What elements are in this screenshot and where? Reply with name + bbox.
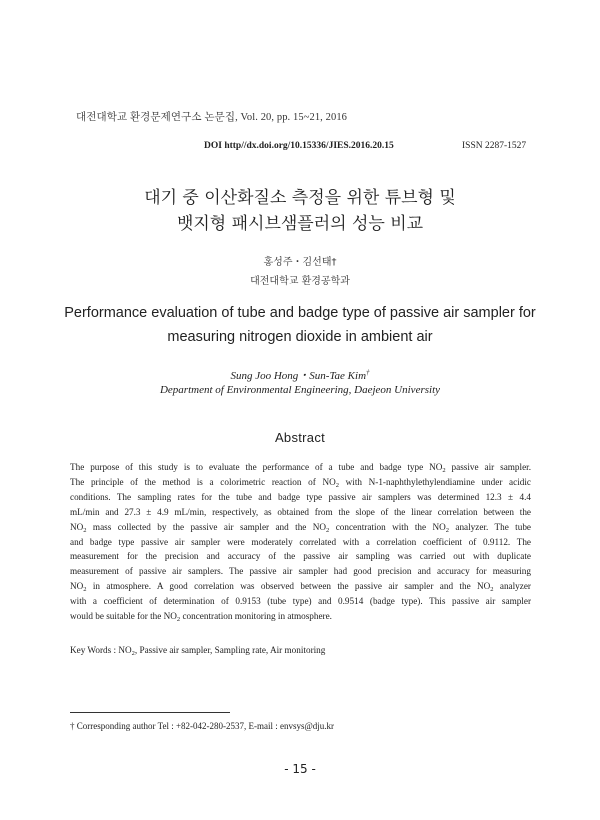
- journal-citation: 대전대학교 환경문제연구소 논문집, Vol. 20, pp. 15~21, 2016: [76, 112, 348, 123]
- subscript: 2: [442, 467, 446, 474]
- footnote-mark: †: [70, 721, 75, 731]
- keywords-label: Key Words : NO: [70, 645, 132, 655]
- corresponding-author-mark: †: [366, 368, 370, 377]
- corresponding-author-mark: †: [331, 257, 337, 268]
- subscript: 2: [176, 616, 181, 624]
- english-affiliation: Department of Environmental Engineering, Daejeon University: [159, 384, 441, 396]
- abstract-text: and badge type passive air sampler were moderately correlated with a correlation coefficient of 0.9112. The: [70, 536, 531, 547]
- abstract-text: measurement for the precision and accuracy of the passive air sampling was carried out with duplicate: [70, 551, 531, 562]
- english-title-line-1: Performance evaluation of tube and badge type of passive air sampler for: [64, 305, 536, 321]
- abstract-line: [70, 475, 531, 490]
- keywords-subscript: 2: [131, 650, 135, 657]
- issn: ISSN 2287-1527: [462, 141, 527, 151]
- subscript: 2: [326, 526, 330, 534]
- abstract-line: [70, 549, 531, 564]
- abstract-line: [70, 594, 531, 609]
- abstract-text: conditions. The sampling rates for the tube and badge type passive air samplers was determined 12.3 ± 4.4: [70, 491, 531, 502]
- abstract-text: with N-1-naphthylethylendiamine under acidic: [338, 476, 531, 487]
- abstract-line: [70, 535, 531, 550]
- doi[interactable]: DOI http//dx.doi.org/10.15336/JIES.2016.20.15: [204, 141, 394, 151]
- korean-title-line-1: 대기 중 이산화질소 측정을 위한 튜브형 및: [144, 188, 456, 208]
- abstract-text: in atmosphere. A good correlation was observed between the passive air sampler and the NO: [86, 581, 491, 592]
- abstract-text: mL/min and 27.3 ± 4.9 mL/min, respectively, as obtained from the slope of the linear correlation between the: [70, 506, 531, 517]
- abstract-line: [70, 609, 531, 624]
- abstract-line: [70, 490, 531, 505]
- abstract-line: [70, 460, 531, 475]
- abstract-heading: Abstract: [274, 430, 326, 445]
- abstract-text: NO: [70, 521, 84, 532]
- abstract-text: passive air sampler.: [445, 462, 531, 472]
- abstract-text: The purpose of this study is to evaluate the performance of a tube and badge type NO: [70, 462, 443, 472]
- subscript: 2: [445, 526, 449, 534]
- abstract-text: analyzer: [493, 581, 531, 592]
- keywords-list: , Passive air sampler, Sampling rate, Air monitoring: [134, 645, 326, 655]
- abstract-text: NO: [70, 581, 84, 592]
- page-number: - 15 -: [284, 762, 316, 776]
- abstract-line: [70, 505, 531, 520]
- keywords: [70, 645, 325, 655]
- abstract-body: [70, 460, 531, 624]
- english-authors: [0, 367, 600, 383]
- subscript: 2: [83, 586, 87, 594]
- korean-title-line-2: 뱃지형 패시브샘플러의 성능 비교: [176, 214, 424, 234]
- abstract-text: concentration monitoring in atmosphere.: [180, 611, 332, 622]
- abstract-text: measurement of passive air samplers. The passive air sampler had good precision and accuracy for measuring: [70, 566, 531, 577]
- abstract-text: concentration with the NO: [329, 521, 446, 532]
- korean-affiliation: 대전대학교 환경공학과: [250, 276, 350, 287]
- abstract-line: [70, 579, 531, 594]
- subscript: 2: [83, 526, 87, 534]
- abstract-text: mass collected by the passive air sampler and the NO: [86, 521, 327, 532]
- abstract-text: with a coefficient of determination of 0.9153 (tube type) and 0.9514 (badge type). This passive air sampler: [70, 596, 531, 607]
- english-author-names: Sung Joo Hong・Sun-Tae Kim: [230, 370, 367, 382]
- english-title-line-2: measuring nitrogen dioxide in ambient air: [167, 329, 433, 345]
- abstract-text: The principle of the method is a colorimetric reaction of NO: [70, 476, 336, 487]
- footnote-divider: [70, 712, 230, 713]
- abstract-line: [70, 520, 531, 535]
- subscript: 2: [335, 481, 339, 489]
- korean-authors: [0, 253, 600, 268]
- footnote: [70, 721, 334, 731]
- abstract-line: [70, 564, 531, 579]
- korean-author-names: 홍성주・김선태: [263, 257, 332, 268]
- abstract-text: analyzer. The tube: [448, 521, 531, 532]
- abstract-text: would be suitable for the NO: [70, 611, 177, 622]
- footnote-text[interactable]: Corresponding author Tel : +82-042-280-2537, E-mail : envsys@dju.kr: [74, 721, 335, 731]
- subscript: 2: [490, 586, 494, 594]
